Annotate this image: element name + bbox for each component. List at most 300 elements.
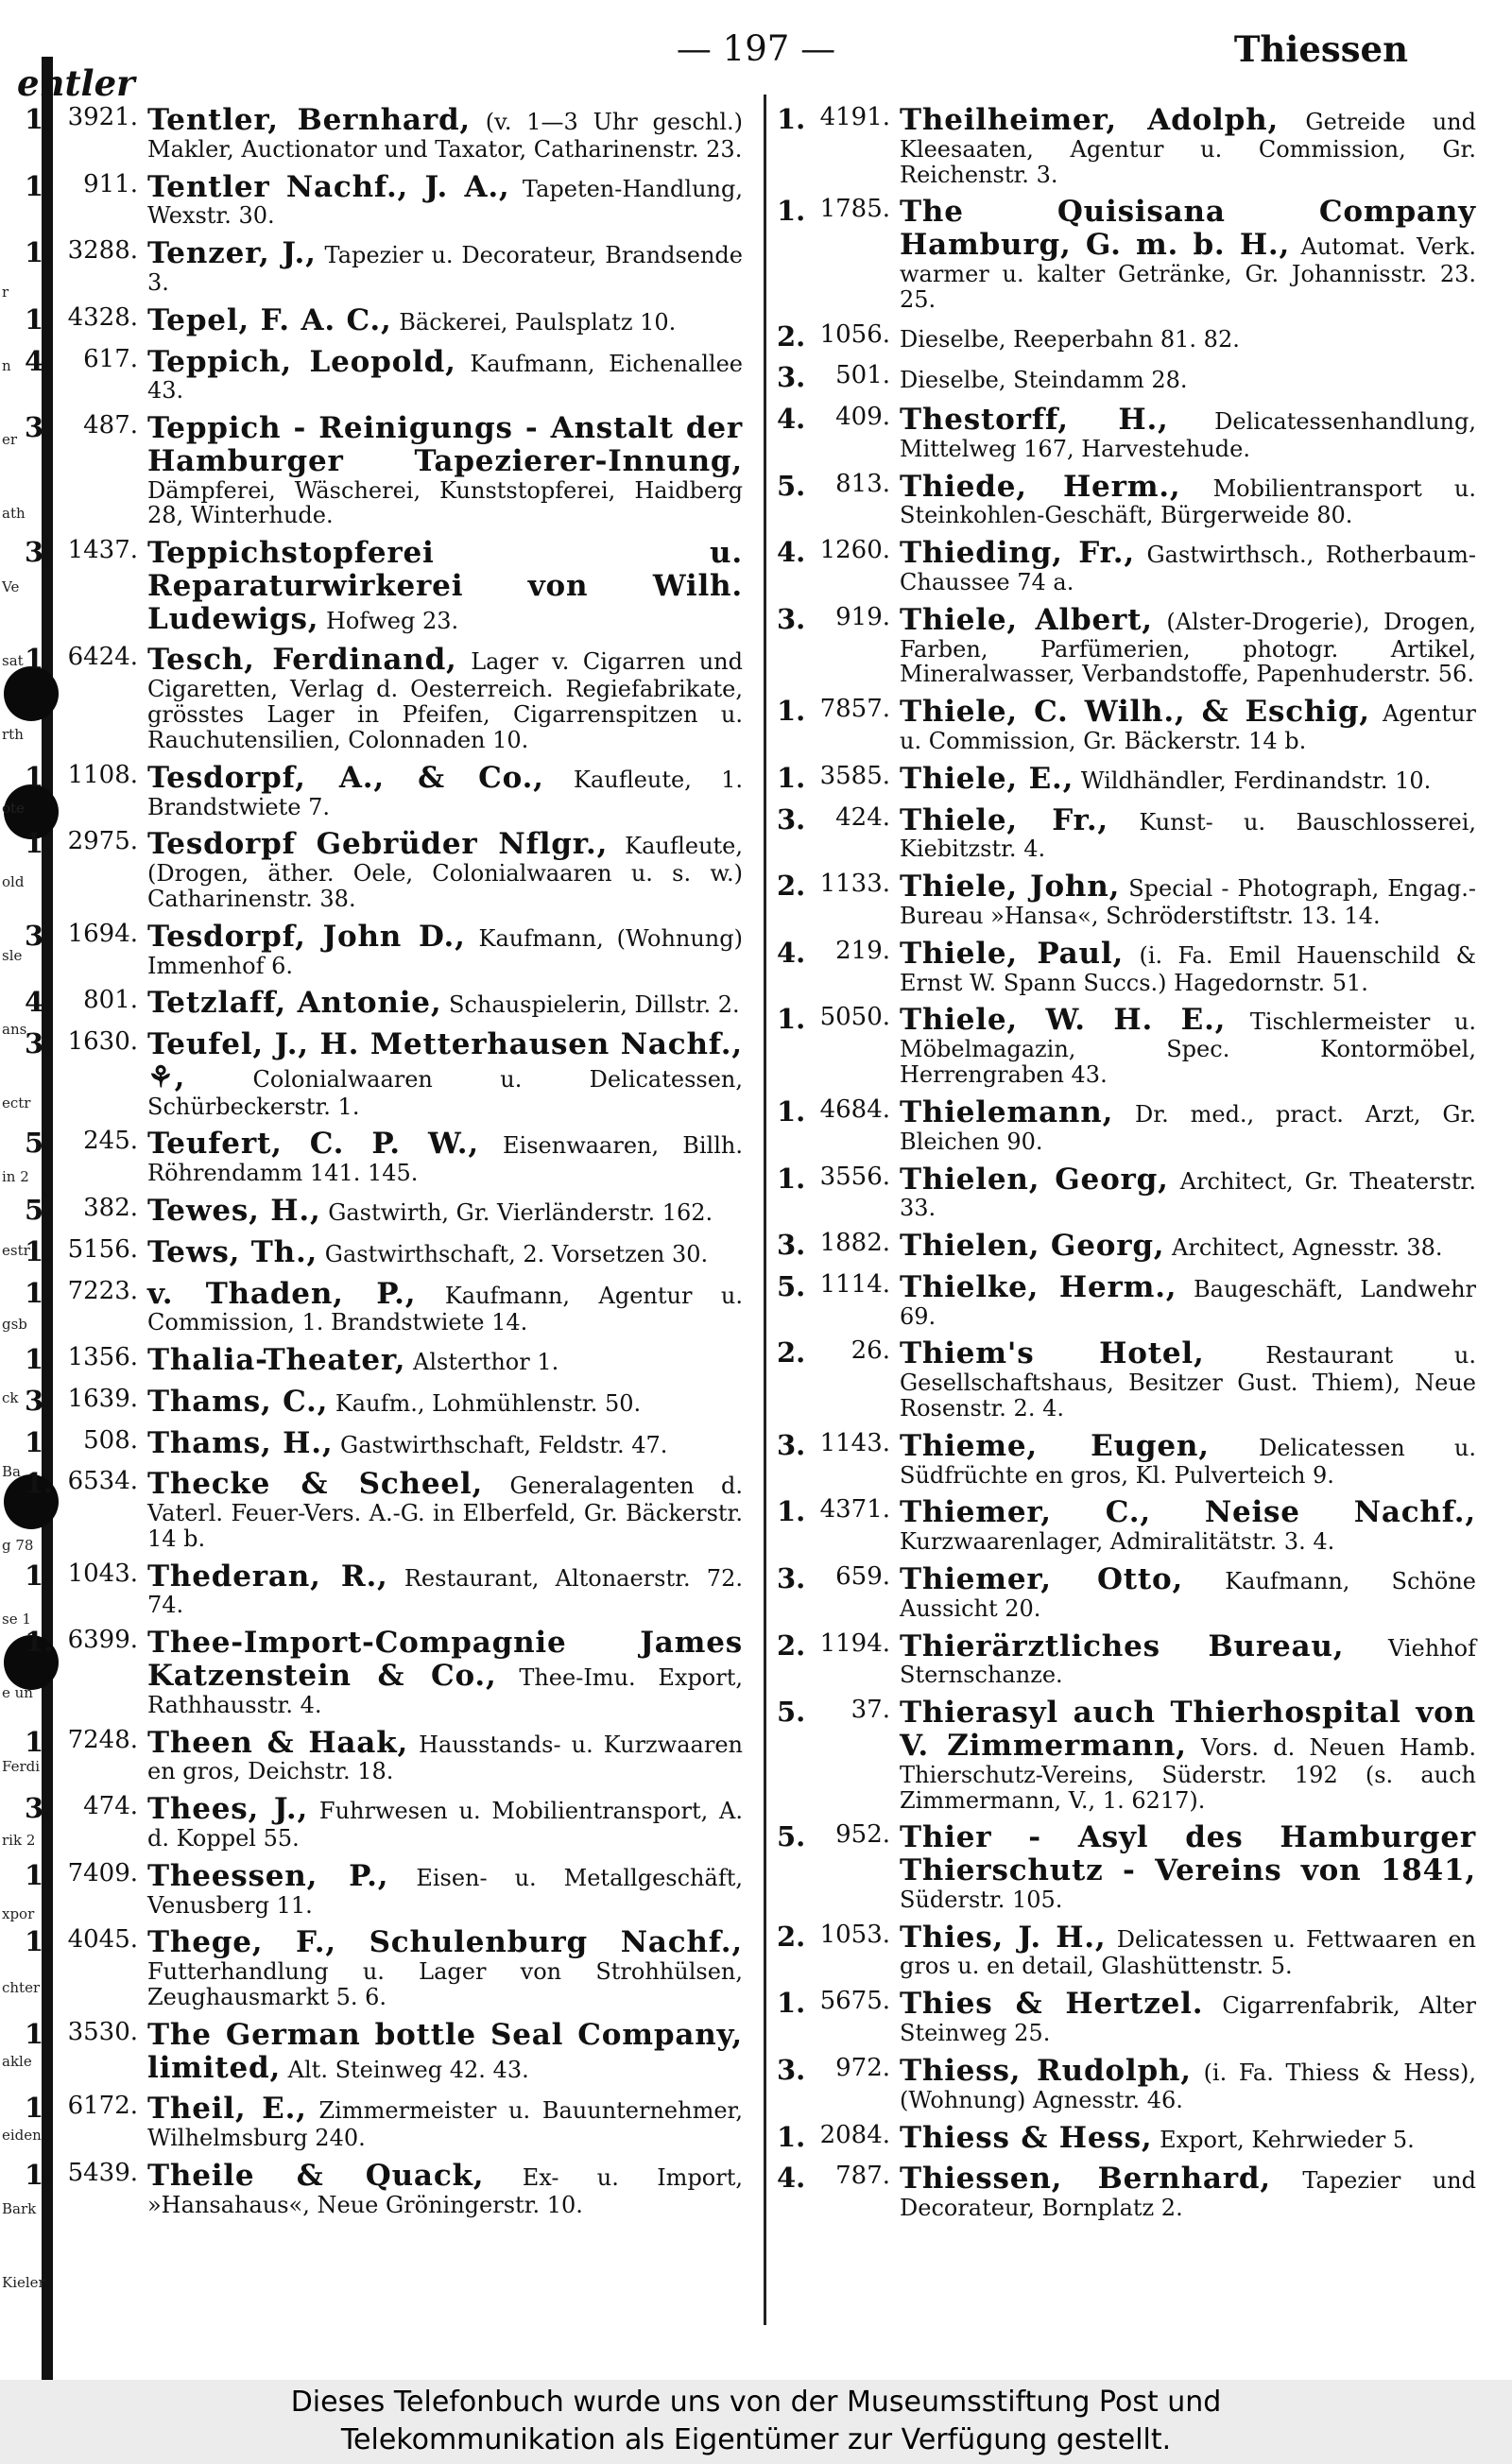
exchange-number: 3.: [25, 1792, 54, 1825]
entry-details: Dieselbe, Steindamm 28.: [900, 367, 1188, 394]
edge-text-fragment: Bark: [2, 2200, 37, 2217]
directory-entry: [25, 987, 743, 1020]
exchange-number: 3.: [777, 602, 806, 635]
entry-name: Tesdorpf, John D.,: [147, 919, 466, 954]
entry-text: [147, 1278, 743, 1336]
entry-name: The German bottle Seal Company, limited,: [147, 2017, 743, 2085]
directory-entry: [777, 938, 1476, 996]
entry-details: Cigarrenfabrik, Alter Steinweg 25.: [900, 1992, 1476, 2047]
directory-entry: [777, 1271, 1476, 1330]
entry-text: [900, 196, 1476, 312]
entry-name: Tews, Th.,: [147, 1234, 318, 1269]
exchange-number: 5.: [777, 469, 806, 502]
footer-line-1: Dieses Telefonbuch wurde uns von der Museumsstiftung Post und: [290, 2386, 1222, 2419]
edge-text-fragment: gsb: [2, 1316, 27, 1333]
edge-text-fragment: Ferdi: [2, 1758, 41, 1775]
phone-number: 26.: [850, 1336, 890, 1366]
entry-name: Thees, J.,: [147, 1792, 309, 1827]
entry-details: Kaufmann, Agentur u. Commission, 1. Brandstwiete 14.: [147, 1282, 743, 1336]
exchange-number: 3.: [777, 1428, 806, 1461]
directory-entry: [25, 537, 743, 635]
exchange-number: 5.: [777, 1820, 806, 1853]
entry-details: Kaufleute, 1. Brandstwiete 7.: [147, 766, 744, 820]
entry-details: Bäckerei, Paulsplatz 10.: [391, 308, 677, 336]
entry-name: Thiemer, C., Neise Nachf.,: [900, 1495, 1476, 1530]
entry-name: Thiemer, Otto,: [900, 1562, 1184, 1597]
directory-entry: [25, 1195, 743, 1228]
edge-text-fragment: ck: [2, 1389, 19, 1406]
entry-name: Thiede, Herm.,: [900, 469, 1181, 504]
entry-text: [900, 537, 1476, 595]
exchange-number: 1.: [25, 1425, 54, 1458]
entry-name: Thier - Asyl des Hamburger Thierschutz - Vereins von 1841,: [900, 1820, 1476, 1888]
phone-number: 1043.: [67, 1559, 138, 1588]
directory-entry: [777, 2162, 1476, 2221]
entry-details: Hausstands- u. Kurzwaaren en gros, Deichstr. 18.: [147, 1731, 743, 1785]
exchange-number: 1.: [777, 103, 806, 135]
exchange-number: 5.: [25, 1194, 54, 1227]
phone-number: 919.: [835, 602, 890, 631]
exchange-number: 1.: [777, 2120, 806, 2153]
entry-details: Automat. Verk. warmer u. kalter Getränke, Gr. Johannisstr. 23. 25.: [900, 233, 1476, 313]
phone-number: 1053.: [819, 1920, 890, 1949]
entry-text: [147, 762, 743, 820]
edge-text-fragment: ectr: [2, 1094, 31, 1111]
directory-entry: [25, 412, 743, 528]
edge-text-fragment: ote: [2, 800, 25, 817]
entry-details: Thee-Imu. Export, Rathhausstr. 4.: [147, 1664, 743, 1718]
phone-number: 2084.: [819, 2120, 890, 2149]
entry-details: Schauspielerin, Dillstr. 2.: [441, 991, 740, 1019]
entry-text: [900, 2162, 1476, 2221]
phone-number: 6172.: [67, 2092, 138, 2121]
entry-text: [147, 1028, 743, 1119]
exchange-number: 1.: [777, 1162, 806, 1195]
exchange-number: 1.: [25, 760, 54, 793]
entry-details: Vors. d. Neuen Hamb. Thierschutz-Vereins, Süderstr. 192 (s. auch Zimmermann, V., 1. 6217).: [900, 1733, 1476, 1814]
phone-number: 813.: [835, 469, 890, 498]
entry-text: [900, 2122, 1476, 2155]
exchange-number: 4.: [777, 936, 806, 969]
directory-entry: [25, 1128, 743, 1186]
directory-entry: [25, 1236, 743, 1269]
entry-name: Tentler Nachf., J. A.,: [147, 169, 510, 204]
entry-text: [900, 1563, 1476, 1622]
entry-name: Teufel, J., H. Metterhausen Nachf., ⚘,: [147, 1027, 743, 1094]
phone-number: 5050.: [819, 1003, 890, 1032]
entry-name: v. Thaden, P.,: [147, 1276, 417, 1311]
entry-text: [147, 1427, 743, 1460]
exchange-number: 1.: [25, 1276, 54, 1309]
directory-entry: [25, 104, 743, 163]
directory-entry: [25, 1860, 743, 1919]
edge-text-fragment: er: [2, 431, 18, 448]
directory-entry: [777, 1821, 1476, 1912]
phone-number: 37.: [850, 1696, 890, 1725]
exchange-number: 3.: [777, 1229, 806, 1262]
entry-details: Architect, Gr. Theaterstr. 33.: [900, 1167, 1477, 1222]
exchange-number: 3.: [25, 411, 54, 444]
directory-entry: [25, 171, 743, 230]
entry-text: [900, 1988, 1476, 2046]
phone-number: 7248.: [67, 1725, 138, 1754]
entry-text: [900, 1821, 1476, 1912]
phone-number: 1630.: [67, 1027, 138, 1057]
directory-entry: [777, 1921, 1476, 1980]
exchange-number: 4.: [25, 986, 54, 1019]
phone-number: 2975.: [67, 827, 138, 856]
entry-name: Thiess, Rudolph,: [900, 2053, 1192, 2088]
entry-details: (v. 1—3 Uhr geschl.) Makler, Auctionator und Taxator, Catharinenstr. 23.: [147, 109, 743, 163]
directory-entry: [25, 762, 743, 820]
directory-entry: [777, 1697, 1476, 1813]
edge-text-fragment: Kieler: [2, 2274, 45, 2291]
phone-number: 501.: [835, 361, 890, 390]
entry-text: [147, 1468, 743, 1551]
entry-details: Mobilientransport u. Steinkohlen-Geschäft, Bürgerweide 80.: [900, 474, 1476, 529]
exchange-number: 1.: [777, 1987, 806, 2020]
entry-text: [147, 346, 743, 405]
entry-text: [900, 1630, 1476, 1689]
edge-text-fragment: sat: [2, 652, 24, 669]
entry-details: Generalagenten d. Vaterl. Feuer-Vers. A.-G. in Elberfeld, Gr. Bäckerstr. 14 b.: [147, 1473, 743, 1552]
phone-number: 5675.: [819, 1987, 890, 2016]
entry-name: Thieding, Fr.,: [900, 536, 1135, 571]
left-column: [25, 104, 743, 2227]
directory-entry: [777, 604, 1476, 687]
edge-text-fragment: Ve: [2, 578, 20, 595]
entry-text: [147, 1128, 743, 1186]
entry-name: Tesdorpf Gebrüder Nflgr.,: [147, 827, 609, 862]
entry-details: Gastwirth, Gr. Vierländerstr. 162.: [320, 1199, 713, 1227]
entry-details: Zimmermeister u. Bauunternehmer, Wilhelmsburg 240.: [147, 2097, 744, 2152]
directory-entry: [777, 763, 1476, 796]
entry-text: [147, 171, 743, 230]
entry-text: [147, 304, 743, 337]
exchange-number: 1.: [777, 195, 806, 228]
entry-text: [147, 104, 743, 163]
entry-name: Thielen, Georg,: [900, 1229, 1165, 1264]
entry-text: [147, 412, 743, 528]
entry-details: Delicatessen u. Südfrüchte en gros, Kl. Pulverteich 9.: [900, 1434, 1476, 1489]
entry-text: [900, 104, 1476, 187]
entry-text: [147, 828, 743, 911]
entry-name: Theile & Quack,: [147, 2158, 485, 2193]
exchange-number: 1.: [25, 2158, 54, 2191]
entry-name: Theen & Haak,: [147, 1725, 409, 1760]
phone-number: 3288.: [67, 236, 138, 266]
entry-name: Teufert, C. P. W.,: [147, 1127, 479, 1162]
exchange-number: 2.: [777, 870, 806, 903]
entry-details: Tapezier u. Decorateur, Brandsende 3.: [147, 242, 743, 296]
edge-text-fragment: eiden: [2, 2127, 42, 2144]
entry-details: Süderstr. 105.: [900, 1886, 1063, 1913]
exchange-number: 2.: [777, 1336, 806, 1370]
phone-number: 1356.: [67, 1343, 138, 1372]
entry-text: [147, 1860, 743, 1919]
entry-name: Thiele, Paul,: [900, 936, 1125, 971]
phone-number: 1194.: [819, 1628, 890, 1658]
directory-entry: [777, 1230, 1476, 1263]
exchange-number: 2.: [777, 1628, 806, 1662]
entry-details: Baugeschäft, Landwehr 69.: [900, 1275, 1476, 1330]
phone-number: 7409.: [67, 1858, 138, 1887]
phone-number: 5156.: [67, 1234, 138, 1264]
entry-name: Thiele, W. H. E.,: [900, 1003, 1227, 1038]
entry-details: Getreide und Kleesaaten, Agentur u. Commission, Gr. Reichenstr. 3.: [900, 109, 1476, 188]
footer-line-2: Telekommunikation als Eigentümer zur Verfügung gestellt.: [340, 2423, 1172, 2456]
exchange-number: 3.: [777, 361, 806, 394]
entry-text: [900, 362, 1476, 395]
directory-entry: [777, 870, 1476, 929]
exchange-number: 3.: [777, 802, 806, 836]
phone-number: 4328.: [67, 302, 138, 332]
edge-text-fragment: estr: [2, 1242, 30, 1259]
directory-entry: [777, 104, 1476, 187]
exchange-number: 1.: [25, 169, 54, 202]
directory-entry: [25, 237, 743, 296]
exchange-number: 1.: [777, 1495, 806, 1528]
exchange-number: 4.: [777, 2162, 806, 2195]
directory-entry: [777, 2055, 1476, 2113]
entry-name: Tewes, H.,: [147, 1194, 321, 1229]
entry-details: Special - Photograph, Engag.-Bureau »Hansa«, Schröderstiftstr. 13. 14.: [900, 875, 1476, 929]
directory-entry: [777, 471, 1476, 529]
entry-text: [147, 1195, 743, 1228]
directory-entry: [25, 304, 743, 337]
exchange-number: 1.: [25, 1234, 54, 1267]
entry-text: [147, 987, 743, 1020]
phone-number: 617.: [83, 344, 138, 373]
entry-text: [147, 1727, 743, 1785]
edge-text-fragment: ans: [2, 1021, 27, 1038]
entry-text: [147, 2093, 743, 2151]
entry-text: [147, 921, 743, 979]
entry-details: Dieselbe, Reeperbahn 81. 82.: [900, 325, 1240, 353]
entry-text: [900, 938, 1476, 996]
entry-text: [147, 2019, 743, 2084]
directory-entry: [25, 1344, 743, 1377]
entry-details: Tapezier und Decorateur, Bornplatz 2.: [900, 2167, 1476, 2221]
exchange-number: 3.: [777, 2053, 806, 2086]
entry-name: Thee-Import-Compagnie James Katzenstein & Co.,: [147, 1626, 743, 1694]
directory-entry: [777, 1563, 1476, 1622]
directory-entry: [25, 1793, 743, 1852]
edge-text-fragment: rik 2: [2, 1832, 36, 1849]
exchange-number: 1.: [777, 1094, 806, 1128]
directory-entry: [777, 1630, 1476, 1689]
entry-name: Tepel, F. A. C.,: [147, 302, 392, 337]
edge-text-fragment: ath: [2, 505, 26, 522]
entry-name: Thiele, Fr.,: [900, 802, 1109, 837]
phone-number: 219.: [835, 936, 890, 965]
exchange-number: 1.: [25, 1343, 54, 1376]
phone-number: 4045.: [67, 1925, 138, 1955]
entry-name: Thestorff, H.,: [900, 403, 1169, 438]
directory-entry: [777, 804, 1476, 863]
phone-number: 5439.: [67, 2158, 138, 2187]
edge-text-fragment: chter: [2, 1979, 41, 1996]
edge-text-fragment: sle: [2, 947, 23, 964]
entry-text: [900, 870, 1476, 929]
phone-number: 6399.: [67, 1626, 138, 1655]
entry-name: Thege, F., Schulenburg Nachf.,: [147, 1925, 743, 1960]
phone-number: 1694.: [67, 919, 138, 948]
phone-number: 7857.: [819, 695, 890, 724]
entry-details: Gastwirthschaft, Feldstr. 47.: [333, 1431, 668, 1458]
entry-text: [900, 763, 1476, 796]
entry-details: Kaufleute, (Drogen, äther. Oele, Colonialwaaren u. s. w.) Catharinenstr. 38.: [147, 833, 743, 912]
phone-number: 4684.: [819, 1094, 890, 1124]
phone-number: 1108.: [67, 760, 138, 789]
entry-name: Thies, J. H.,: [900, 1920, 1107, 1955]
phone-number: 424.: [835, 802, 890, 832]
entry-name: Thecke & Scheel,: [147, 1467, 484, 1502]
entry-details: Hofweg 23.: [318, 607, 459, 634]
exchange-number: 1.: [25, 2017, 54, 2050]
edge-text-fragment: in 2: [2, 1168, 29, 1185]
entry-details: Tapeten-Handlung, Wexstr. 30.: [147, 175, 743, 230]
entry-details: Kaufmann, Schöne Aussicht 20.: [900, 1568, 1476, 1622]
entry-text: [147, 1627, 743, 1717]
entry-details: Dämpferei, Wäscherei, Kunststopferei, Haidberg 28, Winterhude.: [147, 476, 743, 529]
phone-number: 1437.: [67, 536, 138, 565]
directory-entry: [25, 921, 743, 979]
entry-name: The Quisisana Company Hamburg, G. m. b. H.,: [900, 195, 1476, 263]
phone-number: 1114.: [819, 1269, 890, 1299]
entry-name: Thierasyl auch Thierhospital von V. Zimmermann,: [900, 1696, 1476, 1763]
edge-text-fragment: akle: [2, 2053, 32, 2070]
entry-details: Delicatessenhandlung, Mittelweg 167, Harvestehude.: [900, 408, 1476, 462]
phone-number: 245.: [83, 1127, 138, 1156]
directory-entry: [25, 1560, 743, 1619]
entry-details: Alsterthor 1.: [405, 1349, 559, 1376]
phone-number: 952.: [835, 1820, 890, 1850]
entry-name: Teppichstopferei u. Reparaturwirkerei von Wilh. Ludewigs,: [147, 536, 743, 636]
entry-details: Delicatessen u. Fettwaaren en gros u. en detail, Glashüttenstr. 5.: [900, 1925, 1476, 1980]
entry-details: (i. Fa. Thiess & Hess), (Wohnung) Agnesstr. 46.: [900, 2059, 1476, 2113]
exchange-number: 5.: [25, 1127, 54, 1160]
entry-text: [147, 1344, 743, 1377]
exchange-number: 4.: [777, 403, 806, 436]
entry-name: Tesch, Ferdinand,: [147, 643, 457, 678]
edge-text-fragment: n: [2, 357, 11, 374]
exchange-number: 1.: [25, 1725, 54, 1758]
column-divider: [764, 95, 766, 2325]
entry-name: Teppich - Reinigungs - Anstalt der Hamburger Tapezierer-Innung,: [147, 411, 743, 478]
entry-details: Restaurant u. Gesellschaftshaus, Besitzer Gust. Thiem), Neue Rosenstr. 2. 4.: [900, 1342, 1477, 1422]
entry-name: Thams, C.,: [147, 1384, 329, 1419]
edge-text-fragment: se 1: [2, 1611, 31, 1628]
exchange-number: 1.: [25, 103, 54, 135]
exchange-number: 2.: [777, 319, 806, 353]
phone-number: 4371.: [819, 1495, 890, 1525]
entry-details: Export, Kehrwieder 5.: [1152, 2126, 1415, 2153]
entry-details: Restaurant, Altonaerstr. 72. 74.: [147, 1564, 743, 1619]
directory-entry: [777, 1337, 1476, 1421]
directory-entry: [777, 1096, 1476, 1155]
entry-text: [147, 1236, 743, 1269]
phone-number: 3530.: [67, 2017, 138, 2046]
directory-entry: [25, 1028, 743, 1119]
entry-details: Kurzwaarenlager, Admiralitätstr. 3. 4.: [900, 1528, 1335, 1556]
exchange-number: 3.: [25, 1384, 54, 1417]
phone-number: 659.: [835, 1562, 890, 1592]
exchange-number: 3.: [777, 1562, 806, 1595]
phone-number: 972.: [835, 2053, 890, 2082]
entry-text: [900, 1430, 1476, 1489]
entry-text: [900, 1337, 1476, 1421]
phone-number: 474.: [83, 1792, 138, 1821]
phone-number: 7223.: [67, 1276, 138, 1305]
entry-text: [147, 1386, 743, 1419]
directory-entry: [777, 1988, 1476, 2046]
entry-name: Tetzlaff, Antonie,: [147, 986, 442, 1021]
exchange-number: 1.: [25, 643, 54, 676]
entry-text: [147, 1560, 743, 1619]
entry-text: [900, 1004, 1476, 1087]
entry-text: [900, 1271, 1476, 1330]
phone-number: 1785.: [819, 195, 890, 224]
entry-details: Alt. Steinweg 42. 43.: [281, 2056, 529, 2083]
entry-text: [900, 804, 1476, 863]
entry-name: Thiele, C. Wilh., & Eschig,: [900, 695, 1370, 730]
phone-number: 1260.: [819, 536, 890, 565]
directory-entry: [25, 2160, 743, 2218]
exchange-number: 5.: [777, 1269, 806, 1302]
entry-text: [900, 604, 1476, 687]
edge-text-fragment: Ba: [2, 1463, 21, 1480]
directory-entry: [777, 696, 1476, 754]
entry-details: Wildhändler, Ferdinandstr. 10.: [1074, 767, 1432, 794]
directory-entry: [25, 644, 743, 752]
edge-text-fragment: g 78: [2, 1537, 34, 1554]
phone-number: 487.: [83, 411, 138, 440]
phone-number: 3921.: [67, 103, 138, 131]
exchange-number: 3.: [25, 919, 54, 952]
entry-details: Architect, Agnesstr. 38.: [1164, 1234, 1443, 1262]
exchange-number: 1.: [25, 1925, 54, 1958]
exchange-number: 1.: [25, 827, 54, 860]
entry-name: Thiess & Hess,: [900, 2120, 1153, 2155]
phone-number: 6424.: [67, 643, 138, 672]
directory-entry: [777, 2122, 1476, 2155]
phone-number: 1639.: [67, 1384, 138, 1413]
entry-text: [900, 1921, 1476, 1980]
phone-number: 3585.: [819, 761, 890, 790]
edge-text-fragment: r: [2, 284, 9, 301]
phone-number: 911.: [83, 169, 138, 198]
entry-name: Tenzer, J.,: [147, 236, 317, 271]
exchange-number: 1.: [777, 761, 806, 794]
directory-entry: [777, 1163, 1476, 1222]
entry-details: Viehhof Sternschanze.: [900, 1634, 1476, 1689]
phone-number: 382.: [83, 1194, 138, 1223]
exchange-number: 4.: [25, 344, 54, 377]
edge-text-fragment: xpor: [2, 1905, 35, 1922]
entry-details: Eisenwaaren, Billh. Röhrendamm 141. 145.: [147, 1132, 743, 1187]
entry-text: [900, 696, 1476, 754]
entry-text: [900, 404, 1476, 462]
entry-name: Thiele, Albert,: [900, 602, 1153, 637]
entry-details: Kaufm., Lohmühlenstr. 50.: [328, 1389, 642, 1417]
entry-text: [147, 1926, 743, 2009]
phone-number: 801.: [83, 986, 138, 1015]
entry-text: [900, 1230, 1476, 1263]
directory-entry: [777, 196, 1476, 312]
exchange-number: 3.: [25, 1027, 54, 1060]
entry-name: Thederan, R.,: [147, 1559, 388, 1594]
